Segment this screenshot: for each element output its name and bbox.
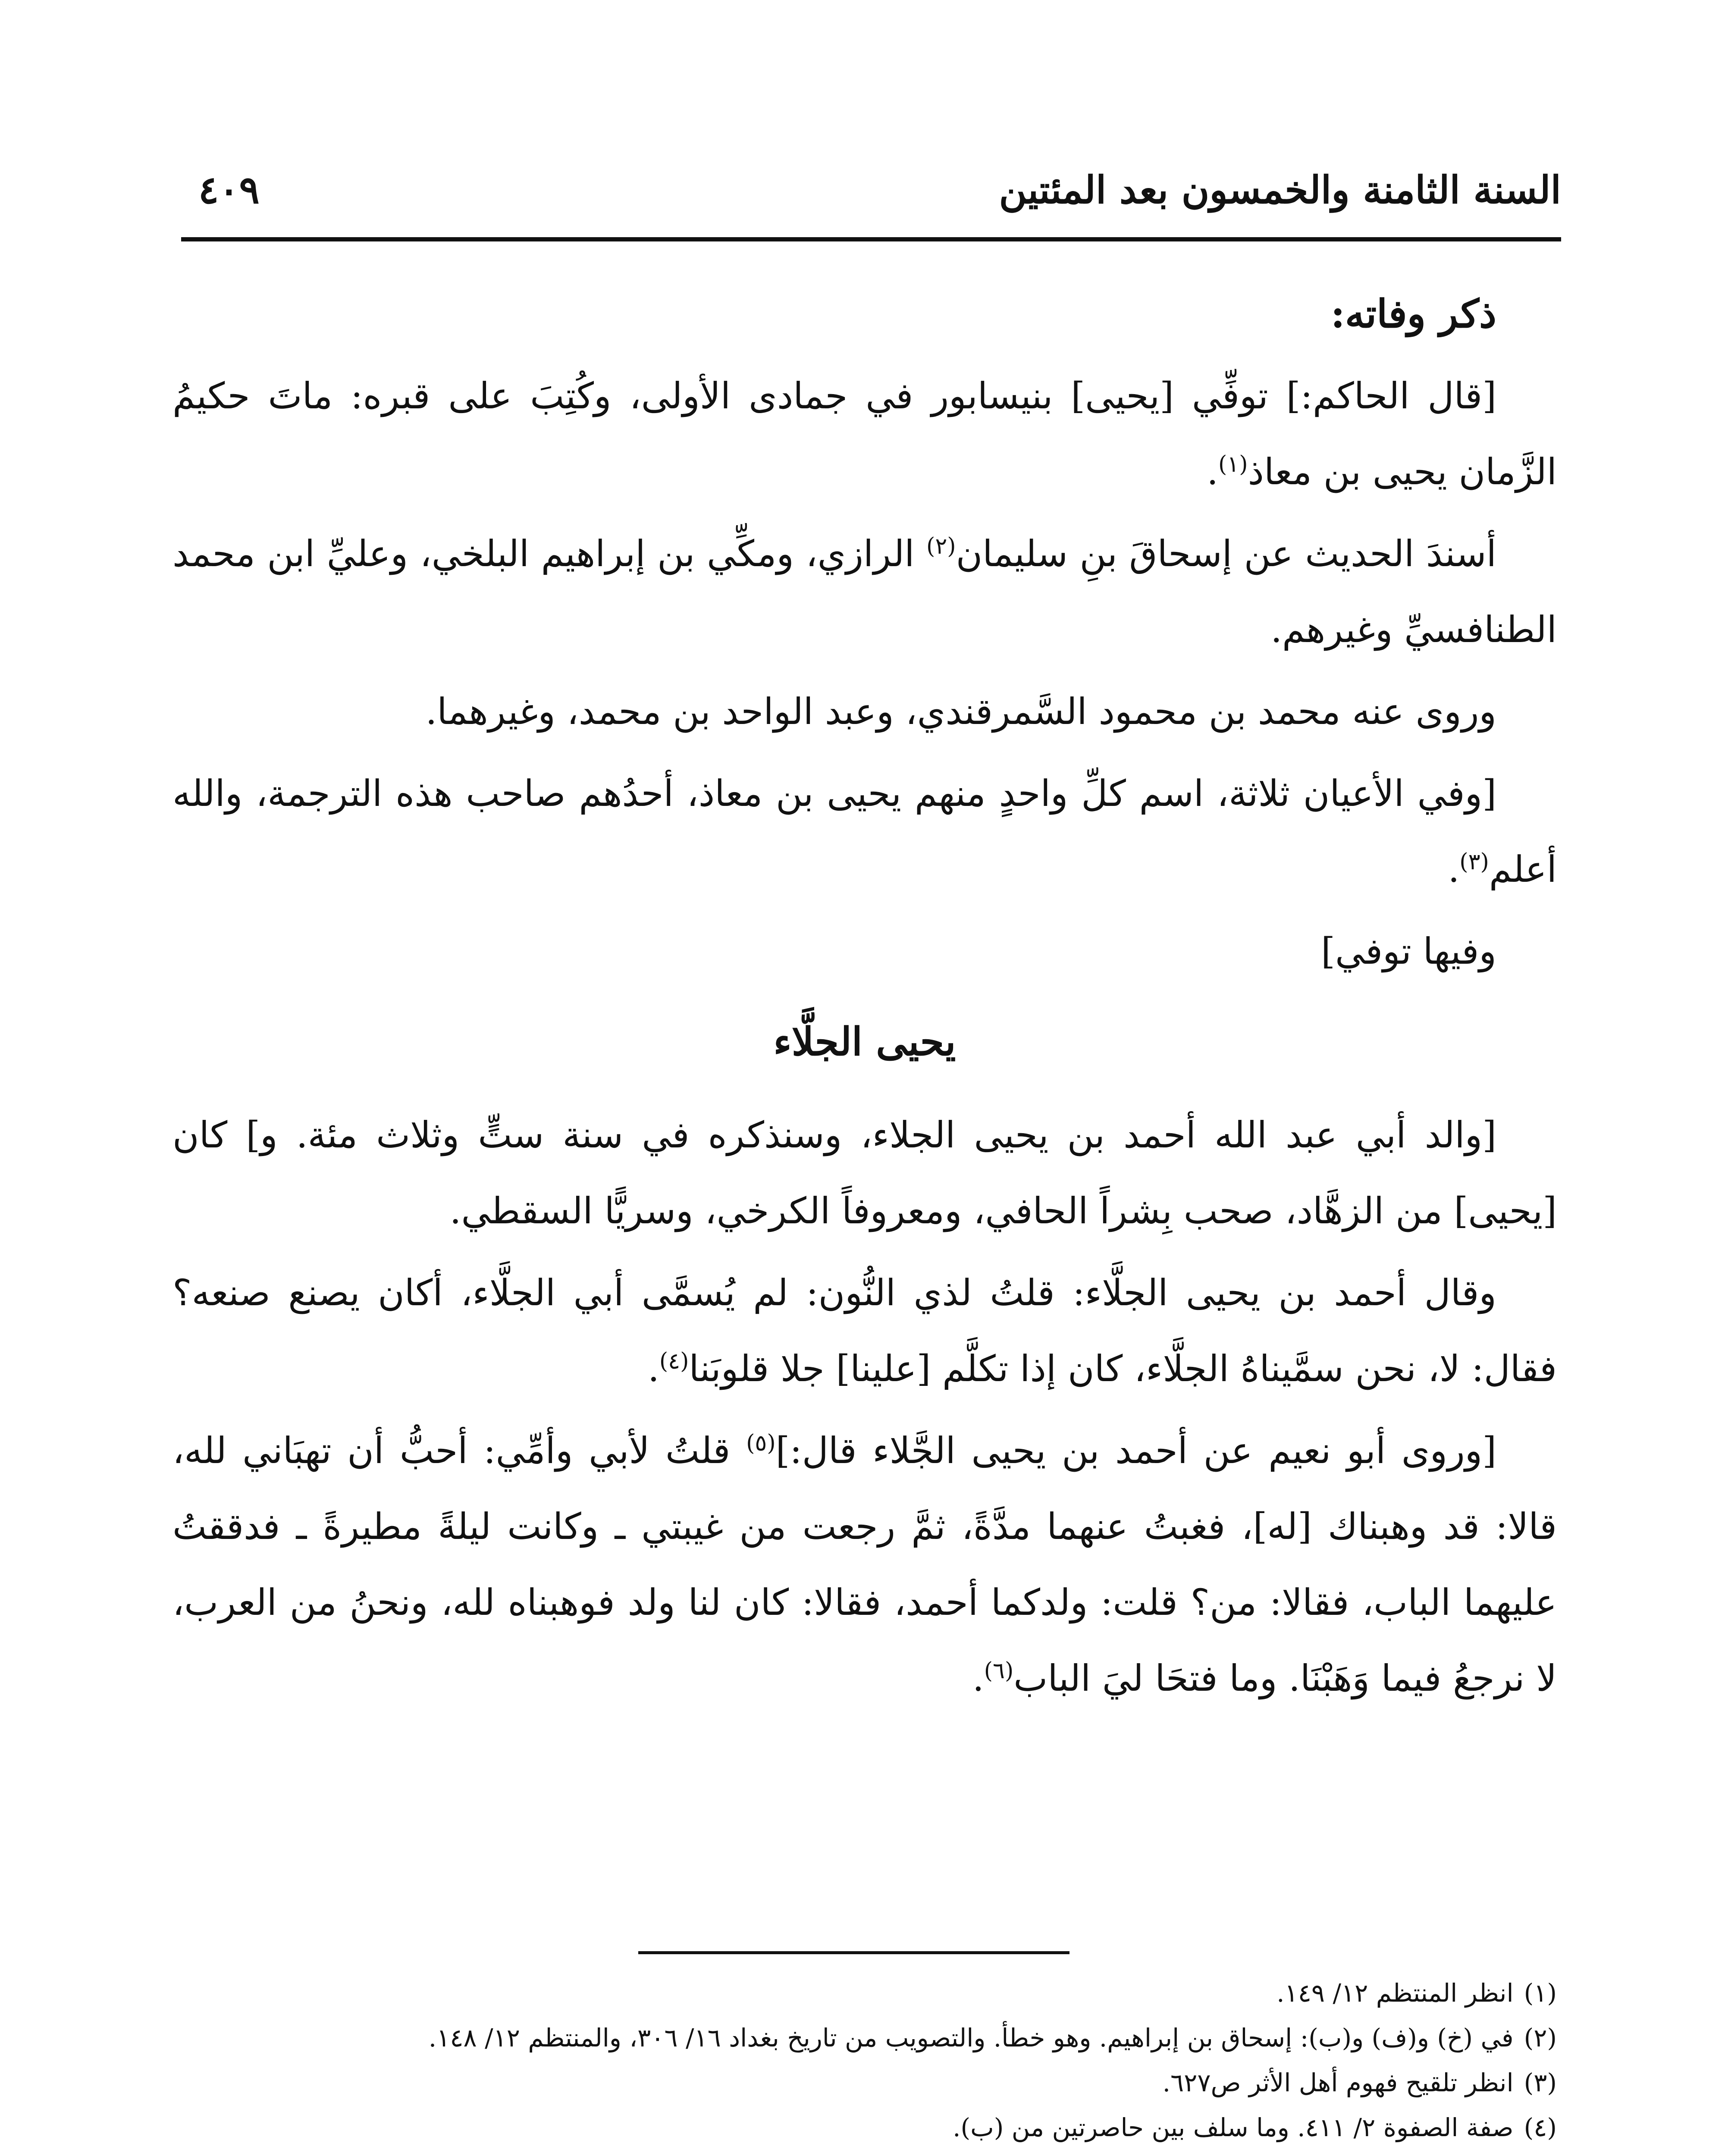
running-title: السنة الثامنة والخمسون بعد المئتين (999, 167, 1561, 212)
paragraph-text: قلتُ لأبي وأمِّي: أحبُّ أن تهبَاني لله، قالا: قد وهبناك [له]، فغبتُ عنهما مدَّةً، ثمَّ رجعت من غيبتي ـ وكانت ليلةً مطيرةً ـ فدققتُ عليهما الباب، فقالا: من؟ قلت: ولدكما أحمد، فقالا: كان لنا ولد فوهبناه لله، ونحنُ من العرب، لا نرجعُ فيما وَهَبْنَا. وما فتحَا ليَ الباب (172, 1429, 1557, 1699)
paragraph (172, 1413, 1557, 1716)
paragraph (172, 516, 1557, 667)
footnote-1 (172, 1971, 1557, 2015)
footnote-ref: (١) (1218, 451, 1248, 477)
paragraph: وفيها توفي] (1321, 930, 1496, 972)
page-number: ٤٠٩ (198, 167, 260, 212)
footnote-number (1524, 2150, 1557, 2156)
footnote-text: صفة الصفوة ٢/ ٤١١. وما سلف بين حاصرتين من (ب). (953, 2113, 1514, 2142)
footnote-number: (١) (1524, 1978, 1557, 2008)
paragraph-end: . (648, 1348, 659, 1390)
paragraph-text: وقال أحمد بن يحيى الجلَّاء: قلتُ لذي النُّون: لم يُسمَّى أبي الجلَّاء، أكان يصنع صنعه؟ فقال: لا، نحن سمَّيناهُ الجلَّاء، كان إذا تكلَّم [علينا] جلا قلوبَنا (172, 1272, 1557, 1390)
footnote-ref: (٦) (984, 1658, 1014, 1684)
page-header (181, 160, 1561, 224)
paragraph-text: [قال الحاكم:] توفِّي [يحيى] بنيسابور في جمادى الأولى، وكُتِبَ على قبره: ماتَ حكيمُ الزَّمان يحيى بن معاذ (172, 375, 1557, 493)
footnote-5 (172, 2150, 1557, 2156)
footnote-number: (٢) (1524, 2023, 1557, 2053)
footnote-2 (172, 2015, 1557, 2060)
paragraph-text: [وفي الأعيان ثلاثة، اسم كلِّ واحدٍ منهم يحيى بن معاذ، أحدُهم صاحب هذه الترجمة، والله أعلم (172, 772, 1557, 890)
paragraph (172, 1255, 1557, 1407)
footnote-text: في (خ) و(ف) و(ب): إسحاق بن إبراهيم. وهو خطأ. والتصويب من تاريخ بغداد ١٦/ ٣٠٦، والمنتظم ١٢/ ١٤٨. (428, 2023, 1514, 2053)
paragraph-text: أسندَ الحديث عن إسحاقَ بنِ سليمان (956, 533, 1497, 575)
paragraph-end: . (1207, 451, 1218, 493)
paragraph (172, 358, 1557, 510)
section-heading-yahya: يحيى الجلَّاء (773, 1019, 956, 1065)
footnote-text: انظر المنتظم ١٢/ ١٤٩. (1276, 1978, 1514, 2008)
footnote-3 (172, 2060, 1557, 2105)
paragraph-end: . (972, 1657, 984, 1699)
paragraph: [والد أبي عبد الله أحمد بن يحيى الجلاء، وسنذكره في سنة ستٍّ وثلاث مئة. و] كان [يحيى] من الزهَّاد، صحب بِشراً الحافي، ومعروفاً الكرخي، وسريًّا السقطي. (172, 1114, 1557, 1232)
paragraph: وروى عنه محمد بن محمود السَّمرقندي، وعبد الواحد بن محمد، وغيرهما. (425, 690, 1496, 733)
section-heading-death: ذكر وفاته: (1330, 291, 1496, 337)
footnote-number: (٤) (1524, 2113, 1557, 2142)
footnote-ref: (٤) (659, 1348, 689, 1374)
footnote-ref: (٢) (926, 533, 956, 559)
main-text (172, 276, 1557, 1722)
paragraph (172, 755, 1557, 907)
footnote-text: انظر تلقيح فهوم أهل الأثر ص٦٢٧. (1162, 2068, 1514, 2097)
footnote-ref: (٥) (746, 1430, 776, 1456)
footnote-ref: (٣) (1459, 849, 1489, 875)
footnote-rule (638, 1951, 1070, 1954)
paragraph-text: [وروى أبو نعيم عن أحمد بن يحيى الجَّلاء قال:] (775, 1429, 1496, 1472)
paragraph-text: الرازي، ومكِّي بن إبراهيم البلخي، وعليِّ ابن محمد الطنافسيِّ وغيرهم. (172, 533, 1557, 651)
header-rule (181, 237, 1561, 241)
footnote-4 (172, 2105, 1557, 2150)
paragraph-end: . (1448, 848, 1460, 890)
footnotes (172, 1971, 1557, 2156)
footnote-number: (٣) (1524, 2068, 1557, 2097)
